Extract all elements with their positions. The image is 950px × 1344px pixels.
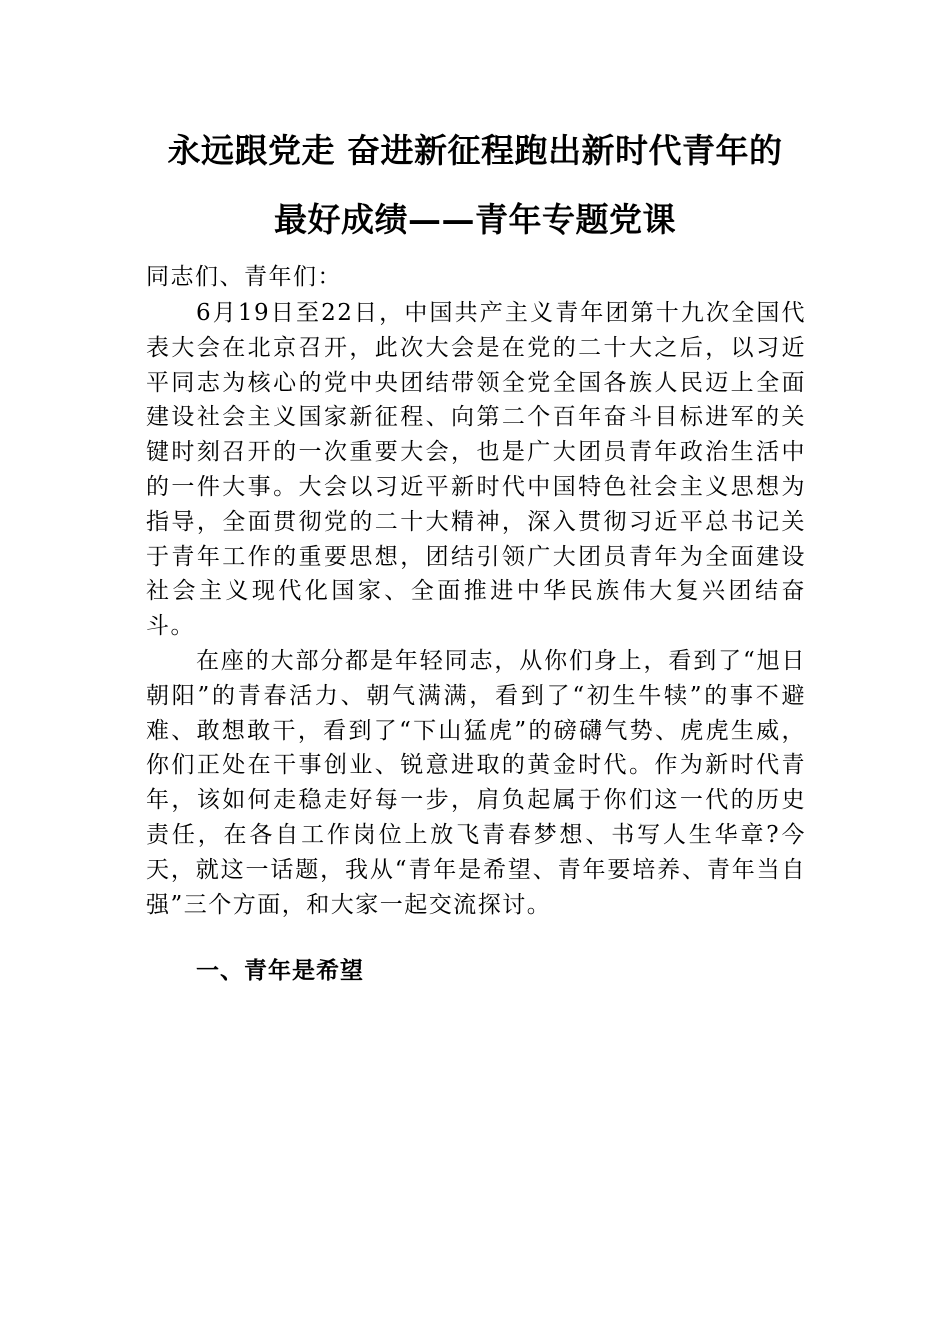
document-title-line-2: 最好成绩——青年专题党课 <box>274 200 676 239</box>
salutation: 同志们、青年们： <box>146 264 342 290</box>
document-title-line-1: 永远跟党走 奋进新征程跑出新时代青年的 <box>167 131 783 170</box>
paragraph-2: 在座的大部分都是年轻同志，从你们身上，看到了“旭日朝阳”的青春活力、朝气满满，看到了“初生牛犊”的事不避难、敢想敢干，看到了“下山猛虎”的磅礴气势、虎虎生威，你们正处在干事创业、锐意进取的黄金时代。作为新时代青年，该如何走稳走好每一步，肩负起属于你们这一代的历史责任，在各自工作岗位上放飞青春梦想、书写人生华章?今天，就这一话题，我从“青年是希望、青年要培养、青年当自强”三个方面，和大家一起交流探讨。 <box>146 648 806 918</box>
paragraph-1: 6月19日至22日，中国共产主义青年团第十九次全国代表大会在北京召开，此次大会是在党的二十大之后，以习近平同志为核心的党中央团结带领全党全国各族人民迈上全面建设社会主义国家新征程、向第二个百年奋斗目标进军的关键时刻召开的一次重要大会，也是广大团员青年政治生活中的一件大事。大会以习近平新时代中国特色社会主义思想为指导，全面贯彻党的二十大精神，深入贯彻习近平总书记关于青年工作的重要思想，团结引领广大团员青年为全面建设社会主义现代化国家、全面推进中华民族伟大复兴团结奋斗。 <box>146 300 806 640</box>
section-heading-1: 一、青年是希望 <box>196 958 364 984</box>
